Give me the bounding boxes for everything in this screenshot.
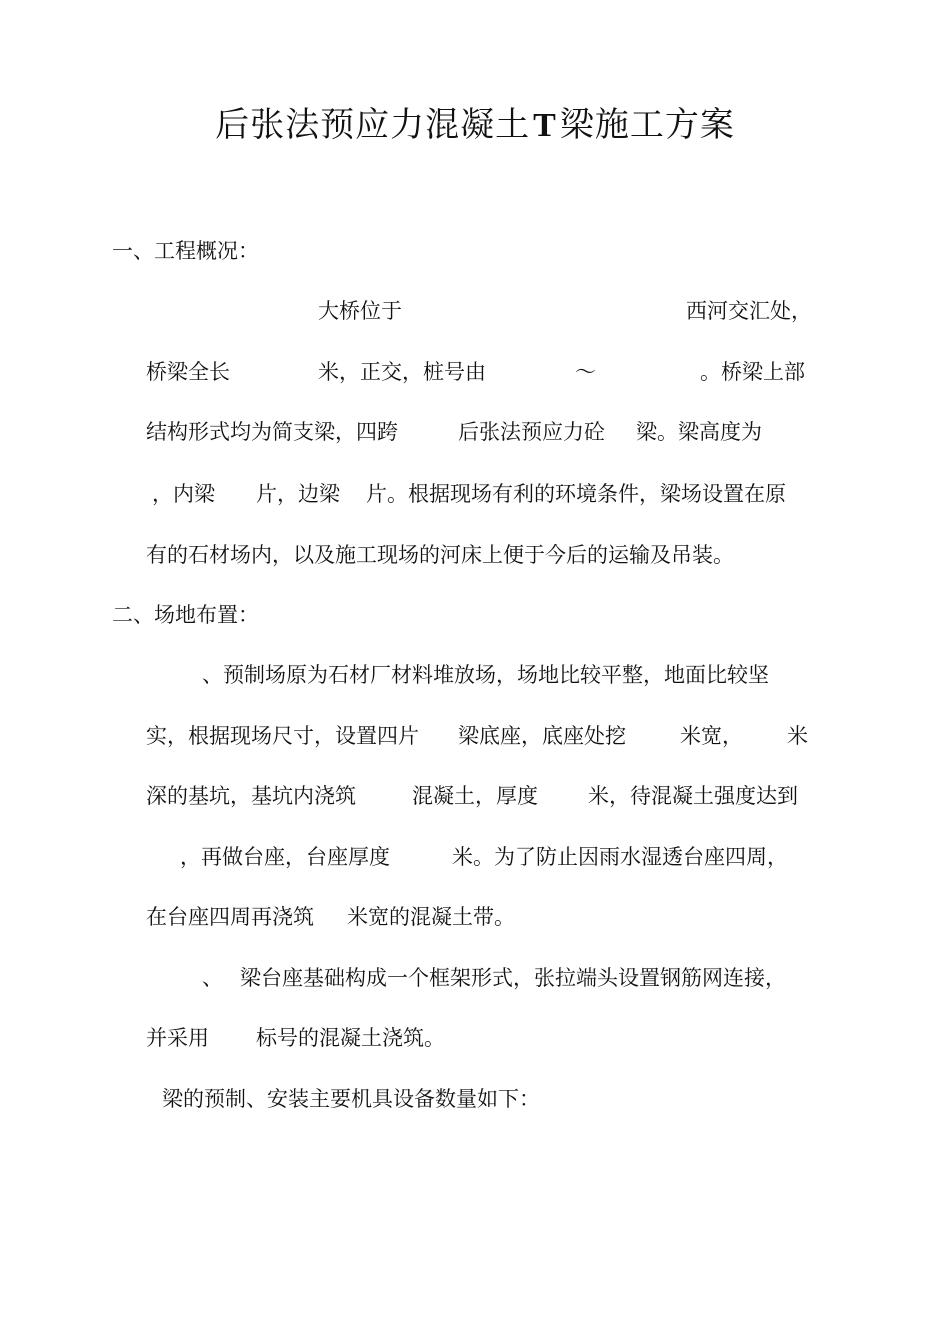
title-text-2: 梁施工方案 — [559, 105, 735, 145]
section2-item1-line5-b: 米宽的混凝土带。 — [347, 905, 515, 929]
section2-item1-line5-a: 在台座四周再浇筑 — [146, 905, 314, 929]
section2-item1-line4-b: 米。为了防止因雨水湿透台座四周， — [452, 845, 788, 869]
section1-p1-b: 西河交汇处， — [686, 299, 812, 323]
section1-p2-a: 桥梁全长 — [146, 360, 230, 384]
title-text-bold: T — [533, 107, 557, 144]
section2-item1-line3-b: 混凝土，厚度 — [412, 784, 538, 808]
section1-p3-b: 后张法预应力砼 — [458, 420, 605, 444]
section2-item1-line2-c: 米宽， — [680, 724, 743, 748]
section2-item1-line1: 、预制场原为石材厂材料堆放场，场地比较平整，地面比较坚 — [202, 663, 769, 687]
section2-item1-line4-a: ，再做台座，台座厚度 — [180, 845, 390, 869]
section2-heading: 二、场地布置： — [112, 603, 259, 627]
section1-p3-c: 梁。梁高度为 — [636, 420, 762, 444]
section2-item2-line1-b: 梁台座基础构成一个框架形式，张拉端头设置钢筋网连接， — [240, 966, 786, 990]
section1-p4-c: 片。根据现场有利的环境条件，梁场设置在原 — [366, 482, 786, 506]
section2-item1-line2-b: 梁底座，底座处挖 — [458, 724, 626, 748]
section2-item2-line2-b: 标号的混凝土浇筑。 — [256, 1026, 445, 1050]
section1-p3-a: 结构形式均为简支梁，四跨 — [146, 420, 398, 444]
section1-p2-b: 米，正交，桩号由 — [318, 360, 486, 384]
section1-p2-c: ～ — [575, 360, 596, 384]
section1-p5: 有的石材场内，以及施工现场的河床上便于今后的运输及吊装。 — [146, 543, 734, 567]
section2-item1-line3-a: 深的基坑，基坑内浇筑 — [146, 784, 356, 808]
section2-item3: 梁的预制、安装主要机具设备数量如下： — [162, 1087, 540, 1111]
section1-p2-d: 。桥梁上部 — [700, 360, 805, 384]
section2-item2-line2-a: 并采用 — [146, 1026, 209, 1050]
section2-item1-line2-a: 实，根据现场尺寸，设置四片 — [146, 724, 419, 748]
title-text-1: 后张法预应力混凝土 — [215, 105, 531, 145]
section1-p4-b: 片，边梁 — [256, 482, 340, 506]
section2-item1-line2-d: 米 — [787, 724, 808, 748]
document-title — [0, 100, 950, 151]
section2-item1-line3-c: 米，待混凝土强度达到 — [588, 784, 798, 808]
section1-p4-a: ，内梁 — [152, 482, 215, 506]
section1-p1-a: 大桥位于 — [318, 299, 402, 323]
section2-item2-line1-a: 、 — [202, 966, 223, 990]
section1-heading: 一、工程概况： — [112, 239, 259, 263]
